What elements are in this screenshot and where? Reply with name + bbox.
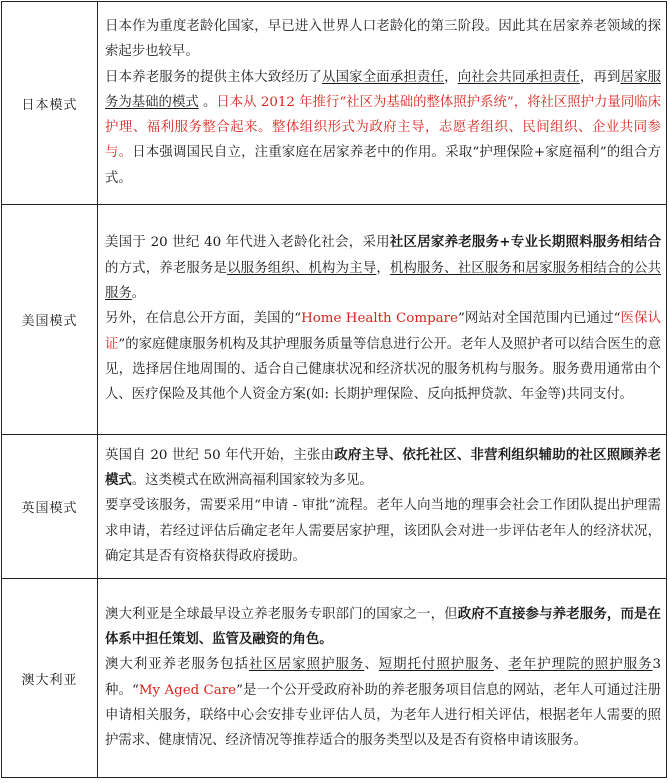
table-row-uk — [2, 435, 667, 579]
text-run: 、 — [494, 657, 509, 673]
table-row-usa — [2, 205, 667, 435]
uk-paragraph-1 — [105, 443, 661, 494]
japan-paragraph-1 — [105, 14, 661, 65]
underlined-text: 以服务组织、机构为主导 — [227, 260, 377, 276]
japan-paragraph-2 — [105, 65, 661, 191]
highlighted-red-text: Home Health Compare — [301, 311, 458, 327]
row-content-australia — [98, 579, 667, 778]
text-run: ”网站对全国范围内已通过“ — [457, 311, 621, 327]
text-run: ”的家庭健康服务机构及其护理服务质量等信息进行公开。老年人及照护者可以结合医生的意见，选择居住地周围的、适合自己健康状况和经济状况的服务机构与服务。服务费用通常由个人、医疗保险及其他个人资金方案(如: 长期护理保险、反向抵押贷款、年金等)共同支付。 — [105, 336, 662, 403]
text-run: ”是一个公开受政府补助的养老服务项目信息的网站，老年人可通过注册申请相关服务，联络中心会安排专业评估人员，为老年人进行相关评估，根据老年人需要的照护需求、健康情况、经济情况等推荐适合的服务类型以及是否有资格申请该服务。 — [105, 682, 661, 749]
bold-text: 政府不直接参与养老服务，而是在体系中担任策划、监管及融资的角色。 — [105, 605, 662, 647]
table-row-australia — [2, 579, 667, 778]
text-run: 美国于 20 世纪 40 年代进入老龄化社会，采用 — [105, 235, 390, 251]
usa-paragraph-1 — [105, 230, 661, 306]
row-label-usa: 美国模式 — [2, 205, 98, 435]
text-run: 澳大利亚是全球最早设立养老服务专职部门的国家之一，但 — [105, 606, 458, 622]
australia-paragraph-2 — [105, 652, 661, 753]
text-run: 。这类模式在欧洲高福利国家较为多见。 — [131, 473, 373, 489]
text-run: ， — [376, 260, 390, 276]
row-label-australia: 澳大利亚 — [2, 579, 98, 778]
text-run: ，再到 — [579, 69, 621, 85]
text-run: 。 — [131, 286, 146, 302]
text-run: 、 — [364, 657, 379, 673]
text-run: 另外，在信息公开方面，美国的“ — [105, 311, 302, 327]
text-run: 日本强调国民自立，注重家庭在居家养老中的作用。采取“护理保险+家庭福利”的组合方式。 — [105, 145, 661, 186]
bold-text: 政府主导、依托社区、非营利组织辅助的社区照顾养老模式 — [105, 446, 662, 489]
text-run: 英国自 20 世纪 50 年代开始，主张由 — [105, 447, 335, 463]
underlined-text: 向社会共同承担责任 — [457, 69, 580, 85]
underlined-text: 老年护理院的照护服务 — [508, 657, 653, 673]
row-content-usa — [98, 205, 667, 435]
text-run: 。 — [198, 94, 217, 110]
row-content-japan — [98, 2, 667, 205]
text-run: 3 种。“ — [105, 657, 662, 698]
table-row-japan — [2, 2, 667, 205]
text-run: 日本养老服务的提供主体大致经历了 — [105, 69, 323, 85]
highlighted-red-text: 医保认证 — [105, 311, 661, 352]
underlined-text: 居家服务为基础的模式 — [105, 69, 662, 110]
usa-paragraph-2 — [105, 306, 661, 407]
row-label-japan: 日本模式 — [2, 2, 98, 205]
underlined-text: 社区居家照护服务 — [249, 657, 365, 673]
underlined-text: 从国家全面承担责任 — [322, 69, 445, 85]
underlined-text: 短期托付照护服务 — [378, 657, 495, 673]
underlined-text: 机构服务、社区服务和居家服务相结合的公共服务 — [105, 260, 662, 302]
highlighted-red-text: My Aged Care — [138, 682, 237, 698]
highlighted-red-text: 日本从 2012 年推行“社区为基础的整体照护系统”，将社区照护力量同临床护理、福利服务整合起来。整体组织形式为政府主导，志愿者组织、民间组织、企业共同参与。 — [105, 94, 661, 161]
row-content-uk — [98, 435, 667, 579]
elderly-care-models-table — [1, 1, 667, 778]
bold-text: 社区居家养老服务+专业长期照料服务相结合 — [389, 234, 661, 251]
text-run: 日本作为重度老龄化国家，早已进入世界人口老龄化的第三阶段。因此其在居家养老领域的探索起步也较早。 — [105, 18, 661, 60]
australia-paragraph-1 — [105, 602, 661, 653]
row-label-uk: 英国模式 — [2, 435, 98, 579]
text-run: ， — [444, 69, 458, 85]
text-run: 澳大利亚养老服务包括 — [105, 657, 250, 673]
text-run: 的方式，养老服务是 — [105, 260, 228, 276]
uk-paragraph-2 — [105, 493, 661, 569]
text-run: 要享受该服务，需要采用“申请 - 审批”流程。老年人向当地的理事会社会工作团队提出护理需求申请，若经过评估后确定老年人需要居家护理，该团队会对进一步评估老年人的经济状况，确定其是否有资格获得政府援助。 — [105, 498, 661, 564]
